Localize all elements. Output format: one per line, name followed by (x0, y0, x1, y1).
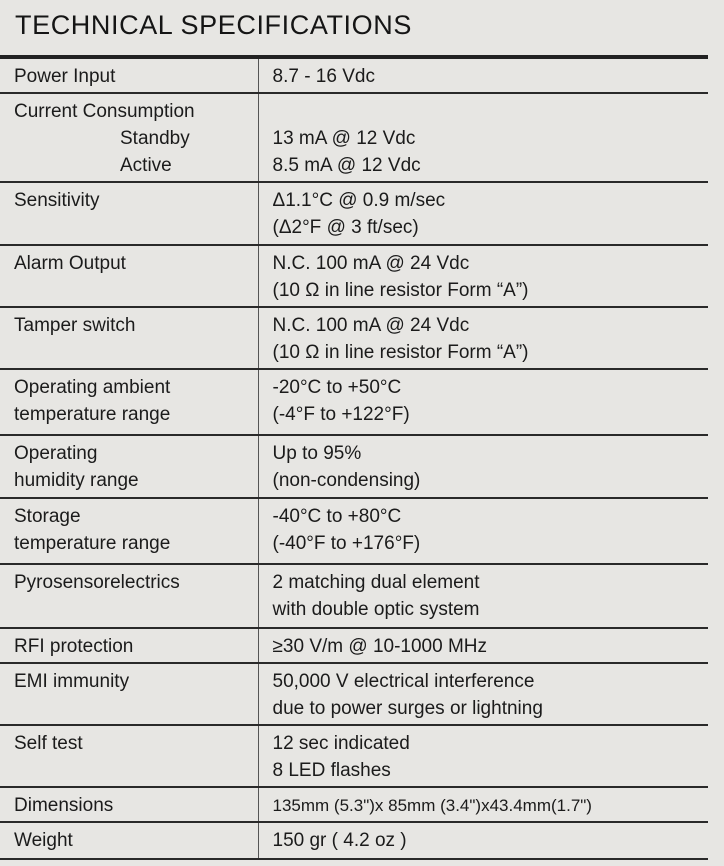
spec-label-line: Operating ambient (14, 377, 171, 398)
spec-row (0, 59, 708, 93)
spec-value (258, 93, 708, 182)
spec-value-line: 2 matching dual element (272, 572, 480, 593)
spec-label (0, 663, 258, 725)
spec-value-line: 150 gr ( 4.2 oz ) (272, 830, 407, 851)
spec-label (0, 93, 258, 182)
spec-label (0, 725, 258, 787)
spec-row (0, 435, 708, 498)
spec-value-line: with double optic system (272, 599, 480, 620)
spec-value (258, 435, 708, 498)
spec-value (258, 245, 708, 307)
spec-label-line: Operating (14, 443, 98, 464)
spec-label-line: RFI protection (14, 636, 134, 657)
spec-value (258, 564, 708, 628)
spec-row (0, 725, 708, 787)
spec-value-line: 135mm (5.3")x 85mm (3.4")x43.4mm(1.7") (272, 796, 592, 815)
spec-label-line: Active (120, 155, 172, 176)
spec-value-line (273, 98, 709, 125)
spec-row (0, 307, 708, 369)
spec-label (0, 564, 258, 628)
spec-label-line: Alarm Output (14, 253, 126, 274)
spec-value-line: 13 mA @ 12 Vdc (272, 128, 416, 149)
spec-value (258, 725, 708, 787)
spec-label-line: Storage (14, 506, 81, 527)
spec-label-line: Standby (120, 128, 190, 149)
spec-row (0, 822, 708, 859)
spec-value-line: 12 sec indicated (272, 733, 410, 754)
spec-row (0, 93, 708, 182)
spec-label-line: Sensitivity (14, 190, 100, 211)
specs-table (0, 59, 708, 860)
spec-value (258, 663, 708, 725)
spec-label (0, 628, 258, 663)
spec-value-line: N.C. 100 mA @ 24 Vdc (272, 253, 470, 274)
spec-row (0, 182, 708, 245)
spec-value-line: 8.5 mA @ 12 Vdc (272, 155, 421, 176)
spec-value-line: ≥30 V/m @ 10-1000 MHz (272, 636, 488, 657)
spec-value-line: due to power surges or lightning (272, 698, 543, 719)
spec-label-line: Dimensions (14, 795, 114, 816)
spec-value-line: N.C. 100 mA @ 24 Vdc (272, 315, 470, 336)
spec-value (258, 369, 708, 435)
spec-label (0, 245, 258, 307)
spec-label-line: Current Consumption (14, 101, 195, 122)
spec-label-line: temperature range (14, 533, 171, 554)
spec-value (258, 59, 708, 93)
spec-value-line: Δ1.1°C @ 0.9 m/sec (272, 190, 446, 211)
spec-label-line: Power Input (14, 66, 116, 87)
spec-label-line: Weight (14, 830, 73, 851)
spec-label-line: Self test (14, 733, 83, 754)
spec-value (258, 182, 708, 245)
spec-value-line: 8 LED flashes (272, 760, 391, 781)
spec-row (0, 564, 708, 628)
spec-label (0, 498, 258, 564)
spec-row (0, 663, 708, 725)
spec-value-line: Up to 95% (272, 443, 362, 464)
spec-value-line: (10 Ω in line resistor Form “A”) (272, 342, 529, 363)
spec-label-line: temperature range (14, 404, 171, 425)
spec-row (0, 628, 708, 663)
spec-value (258, 498, 708, 564)
spec-label (0, 182, 258, 245)
spec-label (0, 59, 258, 93)
spec-label-line: humidity range (14, 470, 139, 491)
spec-value-line: 8.7 - 16 Vdc (272, 66, 375, 87)
spec-value (258, 307, 708, 369)
spec-value-line: (10 Ω in line resistor Form “A”) (272, 280, 529, 301)
spec-label (0, 787, 258, 822)
spec-row (0, 245, 708, 307)
spec-label (0, 307, 258, 369)
spec-value (258, 787, 708, 822)
spec-value (258, 628, 708, 663)
spec-row (0, 369, 708, 435)
spec-label (0, 435, 258, 498)
spec-label-line: EMI immunity (14, 671, 130, 692)
spec-label (0, 822, 258, 859)
spec-value-line: -20°C to +50°C (272, 377, 402, 398)
spec-value-line: (-4°F to +122°F) (272, 404, 410, 425)
spec-value-line: (-40°F to +176°F) (272, 533, 421, 554)
spec-row (0, 498, 708, 564)
spec-value-line: -40°C to +80°C (272, 506, 402, 527)
spec-label (0, 369, 258, 435)
spec-value-line: 50,000 V electrical interference (272, 671, 535, 692)
spec-value-line: (Δ2°F @ 3 ft/sec) (272, 217, 419, 238)
spec-value (258, 822, 708, 859)
spec-value-line: (non-condensing) (272, 470, 421, 491)
spec-row (0, 787, 708, 822)
spec-label-line: Pyrosensorelectrics (14, 572, 180, 593)
spec-label-line: Tamper switch (14, 315, 136, 336)
page-title: TECHNICAL SPECIFICATIONS (15, 10, 412, 40)
